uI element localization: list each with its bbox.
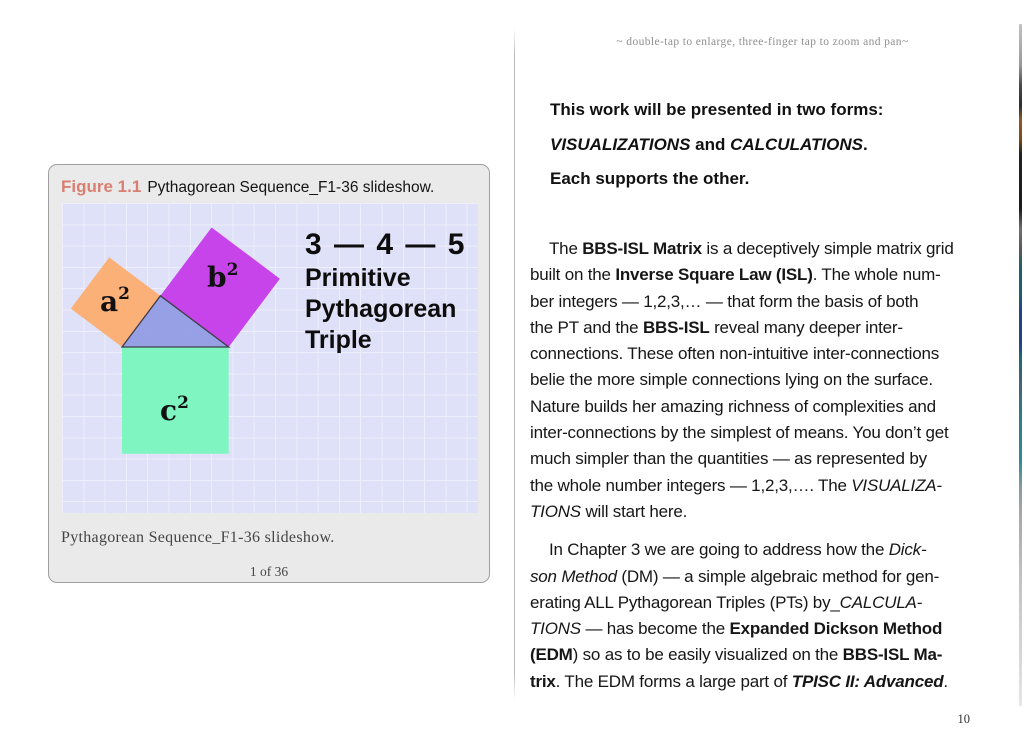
a-squared-label: $a^2$ [100, 284, 130, 318]
text-line: TIONS will start here. [530, 501, 688, 521]
b-squared-label: $b^2$ [207, 260, 239, 294]
figure-header [61, 177, 434, 197]
text-line: trix. The EDM forms a large part of TPISC II: Advanced. [530, 671, 948, 691]
pythagorean-diagram[interactable] [62, 203, 478, 513]
text-line: the PT and the BBS-ISL reveal many deeper inter- [530, 317, 903, 337]
text-line: belie the more simple connections lying on the surface. [530, 370, 933, 390]
text-line: Nature builds her amazing richness of complexities and [530, 396, 936, 416]
figure-title: Pythagorean Sequence_F1-36 slideshow. [147, 179, 435, 196]
diagram-subtitle-line: Pythagorean [305, 295, 457, 323]
diagram-subtitle-line: Triple [305, 326, 372, 354]
text-line: son Method (DM) — a simple algebraic method for gen- [530, 566, 940, 586]
text-line: inter-connections by the simplest of means. You don’t get [530, 423, 949, 443]
text-line: The BBS-ISL Matrix is a deceptively simple matrix grid [549, 239, 954, 258]
paragraph [530, 236, 975, 525]
figure-caption: Pythagorean Sequence_F1-36 slideshow. [61, 529, 335, 546]
paragraph [530, 537, 975, 695]
text-line: In Chapter 3 we are going to address how the Dick- [549, 540, 927, 560]
figure-slideshow-box[interactable] [48, 164, 490, 583]
text-line: Each supports the other. [550, 169, 750, 188]
text-line: much simpler than the quantities — as represented by [530, 449, 927, 469]
page-edge-strip[interactable] [1019, 24, 1022, 706]
text-line: the whole number integers — 1,2,3,…. The VISUALIZA- [530, 475, 942, 495]
body-text-column [530, 236, 975, 707]
text-line: ber integers — 1,2,3,… — that form the basis of both [530, 291, 919, 311]
page-number: 10 [957, 712, 970, 726]
figure-label: Figure 1.1 [61, 177, 142, 196]
text-line: This work will be presented in two forms: [550, 100, 884, 119]
triple-345-label: 3 — 4 — 5 [305, 228, 467, 261]
text-line: built on the Inverse Square Law (ISL). The whole num- [530, 265, 941, 285]
diagram-subtitle-line: Primitive [305, 264, 411, 292]
page-spine-divider [514, 28, 515, 700]
text-line: (EDM) so as to be easily visualized on the BBS-ISL Ma- [530, 645, 943, 665]
text-line: erating ALL Pythagorean Triples (PTs) by_CALCULA- [530, 592, 923, 612]
intro-statement-block [550, 99, 970, 203]
text-line: VISUALIZATIONS and CALCULATIONS. [550, 134, 868, 154]
text-line: TIONS — has become the Expanded Dickson Method [530, 619, 943, 639]
gesture-hint-text: ~ double-tap to enlarge, three-finger tap to zoom and pan~ [616, 36, 909, 48]
slide-counter: 1 of 36 [249, 564, 289, 579]
c-squared-label: $c^2$ [160, 393, 189, 427]
text-line: connections. These often non-intuitive inter-connections [530, 344, 940, 364]
diagram-title-block [305, 227, 466, 356]
